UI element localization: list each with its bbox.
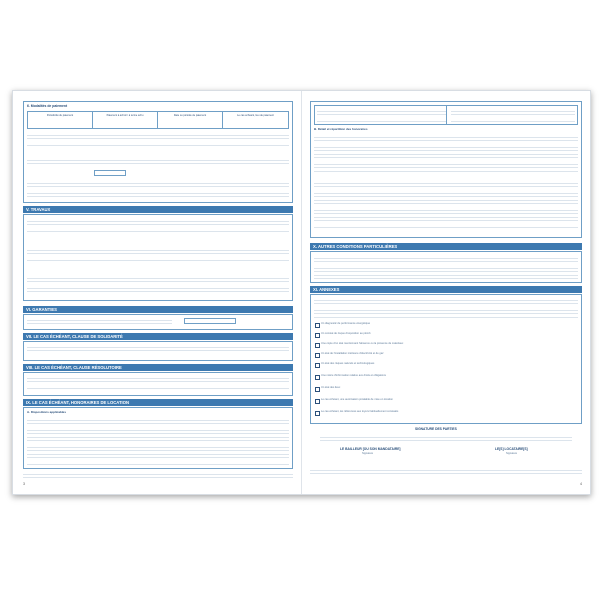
text-lines [27,275,289,293]
signature-title: SIGNATURE DES PARTIES [415,427,457,431]
text-lines [314,134,578,174]
tenant-signature-hint: Signature [506,452,518,455]
annex-item: Un état des risques naturels et technologiques [321,362,375,365]
annex-item: Le cas échéant, une autorisation préalable de mise en location [321,398,393,401]
table-header: Date ou période de paiement [158,112,223,128]
table-header: Paiement à échoir / à terme échu [93,112,158,128]
page-number: 3 [23,482,25,486]
annex-checkbox[interactable] [315,363,320,368]
table-header: Le cas échéant, lieu de paiement [237,114,274,117]
annex-checkbox[interactable] [315,399,320,404]
section-x-header: X. AUTRES CONDITIONS PARTICULIÈRES [310,243,582,250]
fees-table [314,105,578,125]
section-xi-box [310,294,582,424]
text-lines [27,157,289,167]
section-x-box [310,251,582,283]
text-lines [317,108,446,122]
landlord-label: LE BAILLEUR [OU SON MANDATAIRE] [340,447,401,451]
text-lines [27,180,289,198]
section-v-header: V. TRAVAUX [23,206,293,213]
payment-terms-box [23,101,293,203]
annex-item: Une copie d'un état mentionnant l'absence ou la présence de matériaux [321,342,404,345]
annex-checkbox[interactable] [315,387,320,392]
annex-item: Un état des lieux [321,386,341,389]
annex-item: Le cas échéant, les références aux loyers habituellement constatés [321,410,399,413]
right-page [310,101,582,486]
table-header: Périodicité du paiement [28,112,93,128]
annex-item: Un état de l'installation intérieure d'électricité et de gaz [321,352,384,355]
text-lines [314,180,578,230]
section-vi-header: VI. GARANTIES [23,306,293,313]
payment-table [27,111,289,129]
page-fold [301,91,302,494]
annex-checkbox[interactable] [315,343,320,348]
text-lines [314,255,578,279]
section-xi-header: XI. ANNEXES [310,286,582,293]
landlord-signature-hint: Signature [362,452,374,455]
lease-document-spread [12,90,591,495]
section-vii-box [23,341,293,361]
text-lines [27,247,289,261]
annex-checkbox[interactable] [315,375,320,380]
section-v-box [23,214,293,301]
section-vi-box [23,314,293,330]
text-lines [27,344,289,356]
annex-checkbox[interactable] [315,353,320,358]
annex-checkbox[interactable] [315,333,320,338]
text-lines [314,297,578,319]
text-lines [27,132,289,146]
annex-item: Un diagnostic de performance énergétique [321,322,371,325]
annex-item: Un constat de risque d'exposition au plomb [321,332,371,335]
section-vii-header: VII. LE CAS ÉCHÉANT, CLAUSE DE SOLIDARITÉ [23,333,293,340]
section-viii-box [23,372,293,396]
text-lines [27,218,289,232]
text-lines [27,375,289,391]
fees-detail-title: B. Détail et répartition des honoraires [314,127,368,131]
section-ix-box [23,407,293,469]
left-page [23,101,293,486]
section-ix-subtitle: A. Dispositions applicables [27,410,67,414]
section-viii-header: VIII. LE CAS ÉCHÉANT, CLAUSE RÉSOLUTOIRE [23,364,293,371]
text-lines [451,108,575,122]
page-number: 4 [580,482,582,486]
annex-checkbox[interactable] [315,411,320,416]
payment-terms-title: 6. Modalités de paiement [27,104,68,108]
text-lines [27,317,172,325]
fees-box [310,101,582,238]
text-lines [27,417,289,465]
annex-checkbox[interactable] [315,323,320,328]
text-lines [320,434,572,442]
section-ix-header: IX. LE CAS ÉCHÉANT, HONORAIRES DE LOCATION [23,399,293,406]
footnotes [23,471,293,479]
annex-item: Une notice d'information relative aux droits et obligations [321,374,386,377]
tenant-label: LE[S] LOCATAIRE[S] [495,447,528,451]
footnotes [310,467,582,479]
amount-field[interactable] [94,170,126,176]
guarantee-amount-field[interactable] [184,318,236,324]
